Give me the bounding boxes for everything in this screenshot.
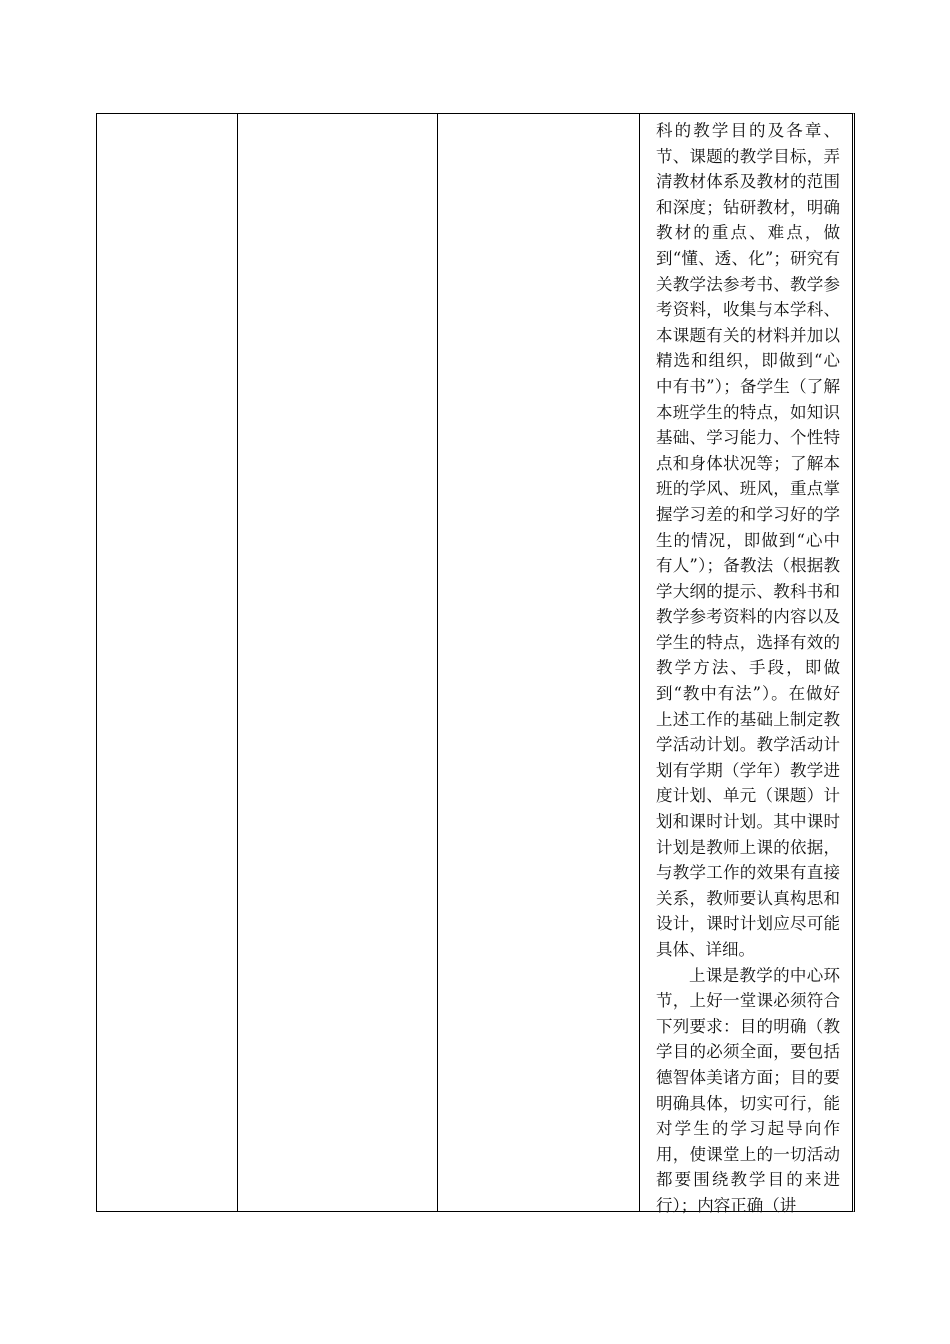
table-cell-column-1 — [97, 114, 238, 1211]
table-cell-column-3 — [438, 114, 640, 1211]
paragraph-lesson-preparation: 科的教学目的及各章、节、课题的教学目标，弄清教材体系及教材的范围和深度；钻研教材，明确教材的重点、难点，做到“懂、透、化”；研究有关教学法参考书、教学参考资料，收集与本学科、本课题有关的材料并加以精选和组织，即做到“心中有书”）；备学生（了解本班学生的特点，如知识基础、学习能力、个性特点和身体状况等；了解本班的学风、班风，重点掌握学习差的和学习好的学生的情况，即做到“心中有人”）；备教法（根据教学大纲的提示、教科书和教学参考资料的内容以及学生的特点，选择有效的教学方法、手段，即做到“教中有法”）。在做好上述工作的基础上制定教学活动计划。教学活动计划有学期（学年）教学进度计划、单元（课题）计划和课时计划。其中课时计划是教师上课的依据，与教学工作的效果有直接关系，教师要认真构思和设计，课时计划应尽可能具体、详细。 — [656, 121, 840, 959]
document-table — [96, 113, 855, 1215]
table-cell-column-2 — [238, 114, 438, 1211]
paragraph-class-teaching: 上课是教学的中心环节，上好一堂课必须符合下列要求：目的明确（教学目的必须全面，要包括德智体美诸方面；目的要明确具体，切实可行，能对学生的学习起导向作用，使课堂上的一切活动都要围绕教学目的来进行）；内容正确（讲 — [656, 965, 840, 1215]
cell-text-column-4 — [656, 118, 840, 1219]
table-cell-column-4 — [640, 114, 852, 1215]
